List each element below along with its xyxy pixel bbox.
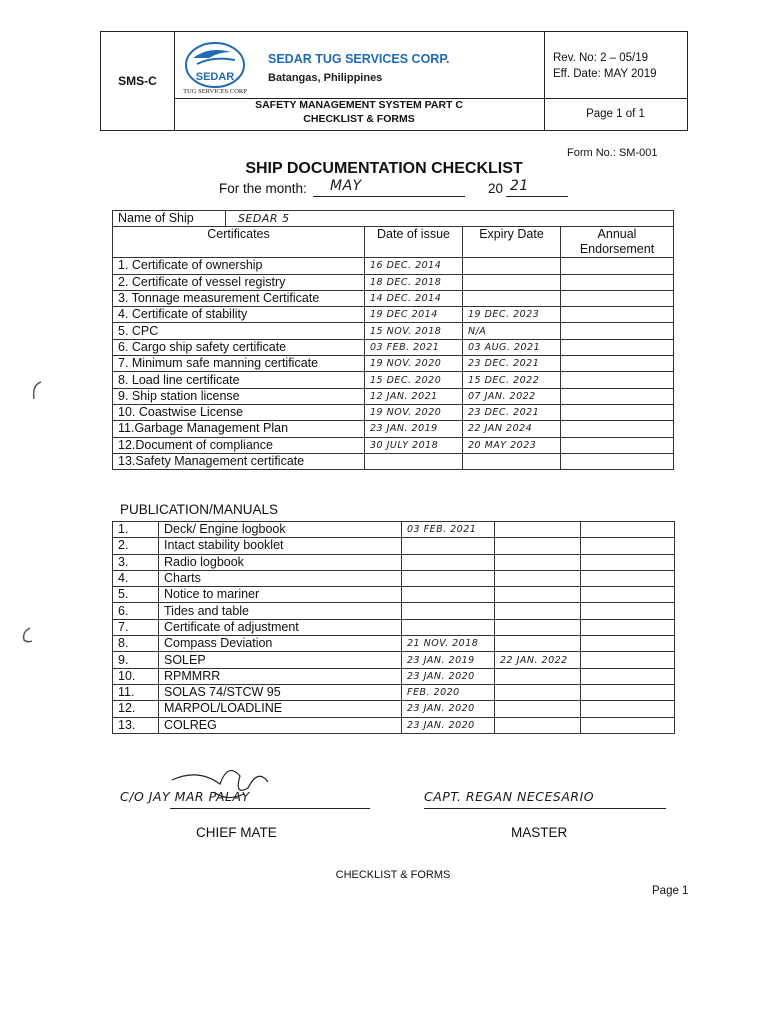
publication-extra-cell — [581, 587, 675, 603]
publication-number: 6. — [113, 603, 159, 619]
publication-issue-date: 03 FEB. 2021 — [402, 522, 495, 538]
certificate-expiry-date: 22 JAN 2024 — [463, 421, 561, 437]
chief-mate-line — [170, 808, 370, 809]
certificate-name: 1. Certificate of ownership — [113, 258, 365, 274]
publication-issue-date: FEB. 2020 — [402, 684, 495, 700]
certificate-expiry-date: 03 AUG. 2021 — [463, 339, 561, 355]
publication-expiry-date — [495, 554, 581, 570]
publication-name: Notice to mariner — [159, 587, 402, 603]
master-line — [424, 808, 666, 809]
document-title: SHIP DOCUMENTATION CHECKLIST — [245, 160, 523, 177]
publication-number: 13. — [113, 717, 159, 733]
subtitle-line-2: CHECKLIST & FORMS — [303, 113, 415, 125]
publication-expiry-date — [495, 619, 581, 635]
publication-expiry-date — [495, 538, 581, 554]
certificate-name: 2. Certificate of vessel registry — [113, 274, 365, 290]
publication-row — [113, 619, 675, 635]
certificate-expiry-date — [463, 258, 561, 274]
certificate-annual-endorsement — [561, 437, 674, 453]
col-header-certificates: Certificates — [113, 227, 365, 258]
ship-name-label: Name of Ship — [113, 211, 226, 227]
month-label: For the month: — [219, 181, 307, 196]
publication-expiry-date — [495, 603, 581, 619]
publication-row — [113, 636, 675, 652]
certificate-annual-endorsement — [561, 372, 674, 388]
certificate-expiry-date: N/A — [463, 323, 561, 339]
certificate-name: 11.Garbage Management Plan — [113, 421, 365, 437]
certificate-expiry-date: 19 DEC. 2023 — [463, 307, 561, 323]
publication-row — [113, 603, 675, 619]
publication-expiry-date: 22 JAN. 2022 — [495, 652, 581, 668]
certificate-expiry-date: 07 JAN. 2022 — [463, 388, 561, 404]
certificate-name: 9. Ship station license — [113, 388, 365, 404]
publication-name: Compass Deviation — [159, 636, 402, 652]
certificate-annual-endorsement — [561, 404, 674, 420]
certificate-issue-date: 14 DEC. 2014 — [365, 290, 463, 306]
certificate-issue-date: 12 JAN. 2021 — [365, 388, 463, 404]
publication-expiry-date — [495, 570, 581, 586]
form-number: Form No.: SM-001 — [567, 147, 658, 159]
certificate-row — [113, 404, 674, 420]
col-header-issue: Date of issue — [365, 227, 463, 258]
certificate-name: 4. Certificate of stability — [113, 307, 365, 323]
certificate-issue-date: 19 NOV. 2020 — [365, 356, 463, 372]
certificate-issue-date: 23 JAN. 2019 — [365, 421, 463, 437]
company-name: SEDAR TUG SERVICES CORP. — [268, 52, 450, 66]
certificate-name: 5. CPC — [113, 323, 365, 339]
ship-name-value: SEDAR 5 — [226, 211, 674, 227]
publication-name: SOLEP — [159, 652, 402, 668]
certificate-row — [113, 437, 674, 453]
year-prefix: 20 — [488, 181, 504, 196]
publication-extra-cell — [581, 684, 675, 700]
signature-scribble — [168, 758, 278, 806]
publication-expiry-date — [495, 587, 581, 603]
company-location: Batangas, Philippines — [268, 72, 383, 84]
publication-row — [113, 668, 675, 684]
header-subtitle — [174, 98, 544, 126]
publication-extra-cell — [581, 701, 675, 717]
publication-extra-cell — [581, 603, 675, 619]
logo-subtext: TUG SERVICES CORP — [183, 88, 247, 95]
eff-date: Eff. Date: MAY 2019 — [553, 68, 657, 80]
publication-number: 2. — [113, 538, 159, 554]
document-header — [100, 31, 688, 131]
publication-row — [113, 570, 675, 586]
year-value: 21 — [510, 178, 529, 194]
certificate-annual-endorsement — [561, 258, 674, 274]
master-signature: CAPT. REGAN NECESARIO — [424, 789, 595, 804]
certificate-annual-endorsement — [561, 453, 674, 469]
certificate-row — [113, 274, 674, 290]
footer-text: CHECKLIST & FORMS — [335, 869, 451, 881]
certificate-expiry-date — [463, 274, 561, 290]
certificate-expiry-date: 23 DEC. 2021 — [463, 356, 561, 372]
certificate-row — [113, 290, 674, 306]
publication-issue-date — [402, 587, 495, 603]
publication-row — [113, 587, 675, 603]
publication-extra-cell — [581, 717, 675, 733]
publication-expiry-date — [495, 668, 581, 684]
publication-name: RPMMRR — [159, 668, 402, 684]
month-value: MAY — [330, 178, 362, 194]
publication-issue-date — [402, 619, 495, 635]
chief-mate-role: CHIEF MATE — [196, 825, 277, 840]
month-underline — [313, 196, 465, 197]
publication-expiry-date — [495, 684, 581, 700]
certificate-issue-date — [365, 453, 463, 469]
publication-number: 1. — [113, 522, 159, 538]
certificate-expiry-date — [463, 290, 561, 306]
publication-expiry-date — [495, 636, 581, 652]
publication-extra-cell — [581, 570, 675, 586]
certificate-row — [113, 453, 674, 469]
certificate-issue-date: 19 NOV. 2020 — [365, 404, 463, 420]
publications-title: PUBLICATION/MANUALS — [120, 502, 279, 517]
header-page: Page 1 of 1 — [586, 108, 645, 120]
publication-issue-date — [402, 538, 495, 554]
publication-name: Charts — [159, 570, 402, 586]
certificate-name: 12.Document of compliance — [113, 437, 365, 453]
publication-name: Tides and table — [159, 603, 402, 619]
publication-number: 11. — [113, 684, 159, 700]
publication-extra-cell — [581, 619, 675, 635]
certificate-annual-endorsement — [561, 323, 674, 339]
publication-name: SOLAS 74/STCW 95 — [159, 684, 402, 700]
certificate-annual-endorsement — [561, 307, 674, 323]
publication-number: 5. — [113, 587, 159, 603]
certificate-name: 8. Load line certificate — [113, 372, 365, 388]
certificate-expiry-date: 20 MAY 2023 — [463, 437, 561, 453]
publication-extra-cell — [581, 554, 675, 570]
certificate-annual-endorsement — [561, 356, 674, 372]
publication-row — [113, 554, 675, 570]
publication-number: 3. — [113, 554, 159, 570]
logo-text: SEDAR — [195, 71, 235, 83]
certificate-expiry-date: 15 DEC. 2022 — [463, 372, 561, 388]
publication-row — [113, 522, 675, 538]
publication-row — [113, 717, 675, 733]
certificate-row — [113, 258, 674, 274]
certificate-issue-date: 15 NOV. 2018 — [365, 323, 463, 339]
certificate-row — [113, 323, 674, 339]
certificate-issue-date: 03 FEB. 2021 — [365, 339, 463, 355]
publication-number: 9. — [113, 652, 159, 668]
publication-name: MARPOL/LOADLINE — [159, 701, 402, 717]
certificate-name: 10. Coastwise License — [113, 404, 365, 420]
revision-info — [553, 50, 657, 82]
certificate-annual-endorsement — [561, 388, 674, 404]
publication-issue-date — [402, 554, 495, 570]
publication-number: 4. — [113, 570, 159, 586]
publication-issue-date: 23 JAN. 2020 — [402, 668, 495, 684]
sms-code: SMS-C — [118, 74, 157, 88]
publication-row — [113, 701, 675, 717]
certificate-annual-endorsement — [561, 339, 674, 355]
publication-extra-cell — [581, 636, 675, 652]
publication-issue-date: 23 JAN. 2020 — [402, 701, 495, 717]
publication-number: 8. — [113, 636, 159, 652]
publication-name: COLREG — [159, 717, 402, 733]
certificate-issue-date: 30 JULY 2018 — [365, 437, 463, 453]
publication-extra-cell — [581, 668, 675, 684]
certificate-row — [113, 372, 674, 388]
publication-expiry-date — [495, 701, 581, 717]
chief-mate-signature: C/O JAY MAR PALAY — [120, 789, 250, 804]
publication-issue-date — [402, 603, 495, 619]
publication-issue-date — [402, 570, 495, 586]
certificate-name: 13.Safety Management certificate — [113, 453, 365, 469]
publication-name: Radio logbook — [159, 554, 402, 570]
certificate-row — [113, 307, 674, 323]
certificate-name: 7. Minimum safe manning certificate — [113, 356, 365, 372]
certificate-name: 6. Cargo ship safety certificate — [113, 339, 365, 355]
certificate-annual-endorsement — [561, 290, 674, 306]
publication-extra-cell — [581, 522, 675, 538]
certificate-row — [113, 356, 674, 372]
footer-page: Page 1 — [652, 885, 689, 897]
rev-no: Rev. No: 2 – 05/19 — [553, 52, 649, 64]
publication-issue-date: 23 JAN. 2020 — [402, 717, 495, 733]
col-header-annual: Annual Endorsement — [561, 227, 674, 258]
publication-row — [113, 652, 675, 668]
col-header-expiry: Expiry Date — [463, 227, 561, 258]
publication-number: 7. — [113, 619, 159, 635]
subtitle-line-1: SAFETY MANAGEMENT SYSTEM PART C — [255, 99, 463, 111]
certificates-table — [112, 210, 674, 470]
publication-issue-date: 23 JAN. 2019 — [402, 652, 495, 668]
publication-issue-date: 21 NOV. 2018 — [402, 636, 495, 652]
company-logo — [179, 38, 257, 96]
certificate-issue-date: 16 DEC. 2014 — [365, 258, 463, 274]
certificate-expiry-date: 23 DEC. 2021 — [463, 404, 561, 420]
publication-expiry-date — [495, 522, 581, 538]
certificate-row — [113, 388, 674, 404]
certificate-expiry-date — [463, 453, 561, 469]
publication-row — [113, 684, 675, 700]
publication-name: Intact stability booklet — [159, 538, 402, 554]
master-role: MASTER — [511, 825, 568, 840]
year-underline — [506, 196, 568, 197]
certificate-annual-endorsement — [561, 421, 674, 437]
publication-expiry-date — [495, 717, 581, 733]
certificate-name: 3. Tonnage measurement Certificate — [113, 290, 365, 306]
publication-number: 12. — [113, 701, 159, 717]
certificate-row — [113, 421, 674, 437]
certificate-issue-date: 15 DEC. 2020 — [365, 372, 463, 388]
publications-table — [112, 521, 675, 734]
publication-extra-cell — [581, 652, 675, 668]
publication-extra-cell — [581, 538, 675, 554]
punch-mark-icon — [30, 379, 44, 401]
publication-row — [113, 538, 675, 554]
certificate-issue-date: 18 DEC. 2018 — [365, 274, 463, 290]
publication-name: Deck/ Engine logbook — [159, 522, 402, 538]
certificate-annual-endorsement — [561, 274, 674, 290]
publication-name: Certificate of adjustment — [159, 619, 402, 635]
punch-mark-icon — [20, 626, 34, 644]
publication-number: 10. — [113, 668, 159, 684]
certificate-row — [113, 339, 674, 355]
certificate-issue-date: 19 DEC 2014 — [365, 307, 463, 323]
